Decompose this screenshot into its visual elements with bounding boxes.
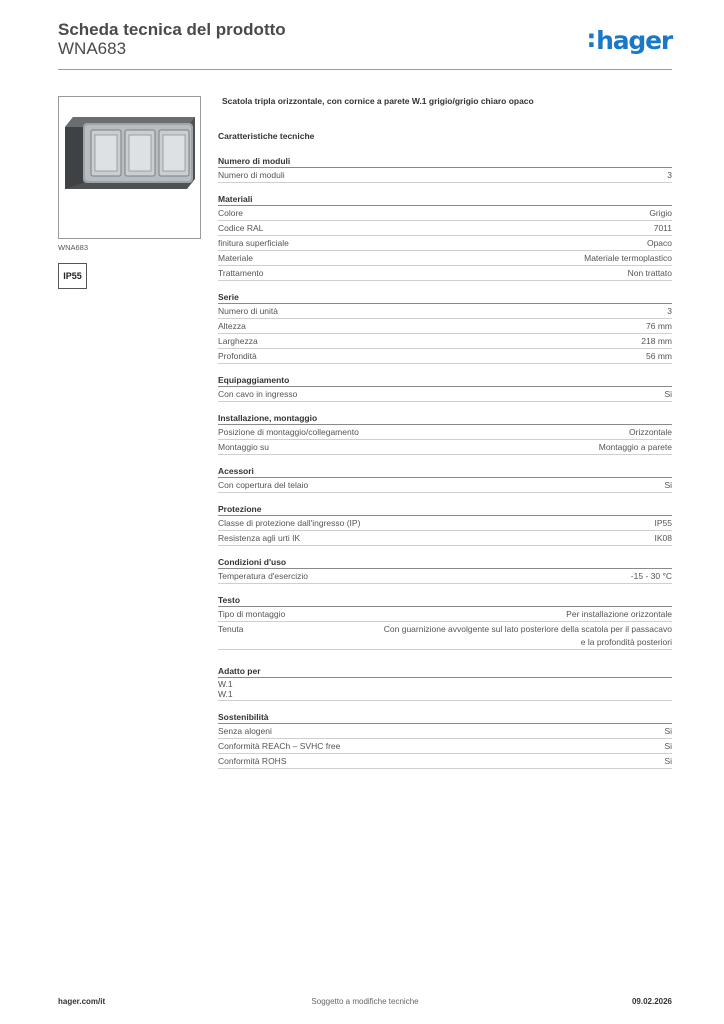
section-serie xyxy=(218,290,672,364)
spec-row xyxy=(218,754,672,769)
spec-row xyxy=(218,251,672,266)
spec-label: Conformità REACh – SVHC free xyxy=(218,741,341,751)
spec-value: IK08 xyxy=(654,533,672,543)
spec-value: 3 xyxy=(667,170,672,180)
header-divider xyxy=(58,69,672,70)
spec-label: Colore xyxy=(218,208,244,218)
spec-value: Si xyxy=(664,741,672,751)
spec-value: Si xyxy=(664,756,672,766)
spec-row xyxy=(218,206,672,221)
spec-row xyxy=(218,319,672,334)
spec-label: Classe di protezione dall'ingresso (IP) xyxy=(218,518,361,528)
footer-website-link[interactable]: hager.com/it xyxy=(58,997,106,1006)
section-materiali xyxy=(218,192,672,281)
spec-value: Non trattato xyxy=(627,268,672,278)
page-header xyxy=(58,20,672,70)
spec-row xyxy=(218,622,672,650)
spec-value: Si xyxy=(664,389,672,399)
spec-value: 218 mm xyxy=(641,336,672,346)
spec-label: Codice RAL xyxy=(218,223,264,233)
section-title: Adatto per xyxy=(218,664,672,678)
spec-value: Per installazione orizzontale xyxy=(566,609,672,619)
spec-value: 76 mm xyxy=(646,321,672,331)
spec-row xyxy=(218,168,672,183)
spec-value: IP55 xyxy=(654,518,672,528)
tech-characteristics-heading: Caratteristiche tecniche xyxy=(218,131,315,141)
spec-label: Temperatura d'esercizio xyxy=(218,571,308,581)
spec-value: Opaco xyxy=(646,238,672,248)
section-installazione xyxy=(218,411,672,455)
footer-note: Soggetto a modifiche tecniche xyxy=(311,997,419,1006)
spec-value: Si xyxy=(664,726,672,736)
page-footer xyxy=(58,997,672,1011)
spec-label: Altezza xyxy=(218,321,246,331)
section-title: Numero di moduli xyxy=(218,154,672,168)
spec-value: Materiale termoplastico xyxy=(584,253,672,263)
spec-sections xyxy=(218,154,672,778)
spec-row xyxy=(218,724,672,739)
product-code: WNA683 xyxy=(58,39,127,58)
suitable-for-list xyxy=(218,678,672,701)
section-title: Protezione xyxy=(218,502,672,516)
page-title: Scheda tecnica del prodotto xyxy=(58,20,286,39)
section-title: Acessori xyxy=(218,464,672,478)
spec-label: Conformità ROHS xyxy=(218,756,287,766)
section-equipaggiamento xyxy=(218,373,672,402)
spec-label: Profondità xyxy=(218,351,257,361)
spec-value: Si xyxy=(664,480,672,490)
spec-value: Grigio xyxy=(649,208,672,218)
spec-row xyxy=(218,739,672,754)
spec-label: Tipo di montaggio xyxy=(218,609,286,619)
spec-label: Senza alogeni xyxy=(218,726,272,736)
spec-label: Tenuta xyxy=(218,624,244,634)
spec-row xyxy=(218,440,672,455)
spec-label: Numero di moduli xyxy=(218,170,285,180)
ip-rating-badge: IP55 xyxy=(58,263,87,289)
spec-label: Con cavo in ingresso xyxy=(218,389,298,399)
hager-logo xyxy=(586,26,672,55)
section-title: Installazione, montaggio xyxy=(218,411,672,425)
section-title: Sostenibilità xyxy=(218,710,672,724)
spec-row xyxy=(218,516,672,531)
section-title: Serie xyxy=(218,290,672,304)
spec-value: Con guarnizione avvolgente sul lato posteriore della scatola per il passacavo e la profondità posteriori xyxy=(383,624,672,647)
section-protezione xyxy=(218,502,672,546)
list-item: W.1 xyxy=(218,679,233,689)
spec-row xyxy=(218,304,672,319)
product-image xyxy=(58,96,201,239)
spec-row xyxy=(218,266,672,281)
section-adatto-per xyxy=(218,664,672,701)
section-title: Testo xyxy=(218,593,672,607)
logo-text: hager xyxy=(596,26,672,55)
section-condizioni-uso xyxy=(218,555,672,584)
spec-label: Numero di unità xyxy=(218,306,279,316)
spec-row xyxy=(218,387,672,402)
section-testo xyxy=(218,593,672,650)
spec-label: Larghezza xyxy=(218,336,258,346)
section-title: Materiali xyxy=(218,192,672,206)
spec-row xyxy=(218,569,672,584)
spec-label: Materiale xyxy=(218,253,253,263)
section-title: Condizioni d'uso xyxy=(218,555,672,569)
spec-row xyxy=(218,349,672,364)
product-description: Scatola tripla orizzontale, con cornice a parete W.1 grigio/grigio chiaro opaco xyxy=(222,96,534,106)
spec-label: Posizione di montaggio/collegamento xyxy=(218,427,359,437)
spec-row xyxy=(218,478,672,493)
triple-box-illustration-icon xyxy=(59,97,200,238)
section-title: Equipaggiamento xyxy=(218,373,672,387)
spec-label: Montaggio su xyxy=(218,442,270,452)
spec-label: finitura superficiale xyxy=(218,238,289,248)
spec-row xyxy=(218,607,672,622)
spec-row xyxy=(218,425,672,440)
spec-row xyxy=(218,334,672,349)
spec-row xyxy=(218,531,672,546)
spec-value: 7011 xyxy=(653,223,672,233)
spec-label: Con copertura del telaio xyxy=(218,480,309,490)
spec-label: Trattamento xyxy=(218,268,264,278)
spec-row xyxy=(218,236,672,251)
spec-label: Resistenza agli urti IK xyxy=(218,533,301,543)
spec-value: 3 xyxy=(667,306,672,316)
spec-value: 56 mm xyxy=(646,351,672,361)
section-acessori xyxy=(218,464,672,493)
spec-value: Montaggio a parete xyxy=(598,442,672,452)
image-caption: WNA683 xyxy=(58,243,89,252)
section-numero-moduli xyxy=(218,154,672,183)
list-item: W.1 xyxy=(218,689,233,699)
spec-value: Orizzontale xyxy=(629,427,672,437)
spec-row xyxy=(218,221,672,236)
logo-colon-icon: : xyxy=(586,24,596,53)
footer-date: 09.02.2026 xyxy=(631,997,672,1006)
section-sostenibilita xyxy=(218,710,672,769)
spec-value: -15 - 30 °C xyxy=(630,571,672,581)
